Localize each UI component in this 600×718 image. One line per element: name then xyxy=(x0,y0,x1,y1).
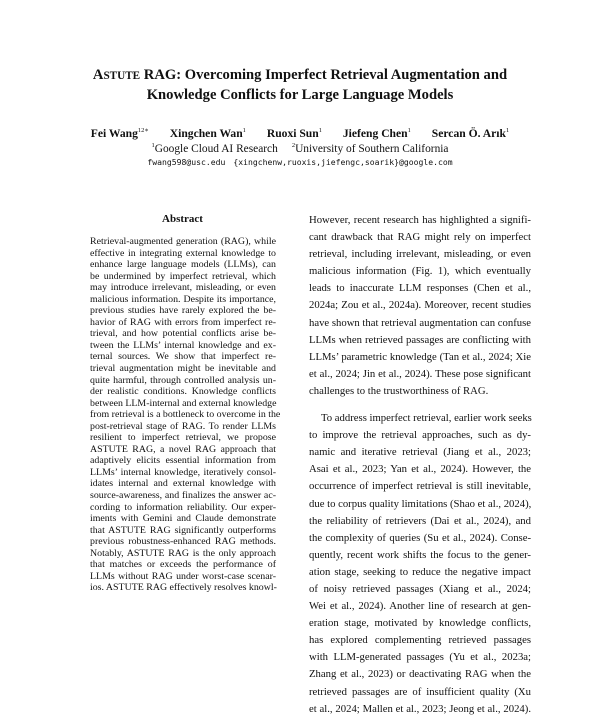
text-line: between LLM-internal and external knowledge xyxy=(90,397,277,409)
text-line: namic and iterative retrieval (Jiang et al., 2023; xyxy=(309,446,531,459)
text-line: be undermined by imperfect retrieval, which xyxy=(90,270,276,282)
text-line: ASTUTE RAG, a novel RAG approach that xyxy=(90,443,276,455)
text-line: der realistic conditions. Knowledge conflicts xyxy=(90,386,276,398)
text-line: cant drawback that RAG might rely on imperfect xyxy=(309,231,531,244)
text-line: have shown that retrieval augmentation can confuse xyxy=(309,316,531,329)
affiliations: $^1$Google Cloud AI Research $^2$University of Southern California xyxy=(151,142,449,155)
text-line: To address imperfect retrieval, earlier work seeks xyxy=(321,412,532,425)
author: Sercan Ö. Arık$^1$ xyxy=(431,127,510,140)
text-line: from retrieval is a bottleneck to overcome in the xyxy=(90,409,281,421)
text-line: enhance large language models (LLMs), can xyxy=(90,259,276,271)
text-line: Wei et al., 2024). Another line of research at gen- xyxy=(309,600,531,613)
text-line: to improve the retrieval approaches, such as dy- xyxy=(309,429,531,442)
text-line: LLMs’ internal knowledge, iteratively consol- xyxy=(90,466,276,478)
text-line: Notably, ASTUTE RAG is the only approach xyxy=(90,547,276,559)
text-line: with LLM-generated passages (Yu et al., 2023a; xyxy=(309,651,531,664)
text-line: the complexity of queries (Su et al., 2024). Conse- xyxy=(309,531,531,544)
text-line: adaptively elicits essential information from xyxy=(90,455,276,467)
text-line: resilient to imperfect retrieval, we propose xyxy=(90,432,276,444)
author: Jiefeng Chen$^1$ xyxy=(342,127,411,140)
author: Ruoxi Sun$^1$ xyxy=(266,127,322,140)
affiliation: University of Southern California xyxy=(295,143,449,155)
abstract-heading: Abstract xyxy=(162,213,203,225)
text-line: that matches or exceeds the performance of xyxy=(90,559,276,571)
text-line: previous studies have rarely explored the be- xyxy=(90,305,276,317)
intro-text xyxy=(309,212,531,718)
text-line: trieval augmentation might be inevitable and xyxy=(90,363,276,375)
text-line: LLMs without RAG under worst-case scenar- xyxy=(90,570,276,582)
text-line: occurrence of imperfect retrieval is still inevitable, xyxy=(309,480,531,493)
abstract-text xyxy=(90,236,281,594)
text-line: retrieval, including irrelevant, misleading, or even xyxy=(309,248,531,261)
text-line: that ASTUTE RAG significantly outperforms xyxy=(90,524,276,536)
text-line: quite harmful, through controlled analysis un- xyxy=(90,374,276,386)
text-line: ation stage, seeking to reduce the negative impact xyxy=(309,565,531,578)
text-line: Zhang et al., 2023) or deactivating RAG when the xyxy=(309,668,531,681)
text-line: source-awareness, and finalizes the answer ac- xyxy=(90,490,276,502)
text-line: post-retrieval stage of RAG. To render LLMs xyxy=(90,420,276,432)
text-line: the reliability of retrievers (Dai et al., 2024), and xyxy=(309,514,531,527)
text-line: eration stage, motivated by knowledge conflicts, xyxy=(309,617,531,630)
text-line: LLMs’ parametric knowledge (Tan et al., 2024; Xie xyxy=(309,350,531,363)
text-line: havior of RAG with errors from imperfect re- xyxy=(90,316,276,328)
email: {xingchenw,ruoxis,jiefengc,soarik}@google.com xyxy=(233,157,453,167)
author: Fei Wang$^{12∗}$ xyxy=(90,127,149,140)
text-line: malicious information. Despite its importance, xyxy=(90,293,276,305)
affiliation: Google Cloud AI Research xyxy=(154,143,278,155)
text-line: challenges to the trustworthiness of RAG. xyxy=(309,384,489,397)
text-line: leads to inaccurate LLM responses (Chen et al., xyxy=(309,282,531,295)
text-line: Retrieval-augmented generation (RAG), while xyxy=(90,236,276,247)
text-line: 2024a; Zou et al., 2024a). Moreover, recent studies xyxy=(309,299,531,312)
text-line: However, recent research has highlighted a signifi- xyxy=(309,214,531,226)
text-line: et al., 2024; Jin et al., 2024). These pose significant xyxy=(309,367,531,380)
text-line: trieval, and how potential conflicts arise be- xyxy=(90,328,276,340)
text-line: idates internal and external knowledge with xyxy=(90,478,276,490)
text-line: previous robustness-enhanced RAG methods. xyxy=(90,536,276,548)
paper-title xyxy=(60,66,540,105)
text-line: tween the LLMs’ internal knowledge and ex- xyxy=(90,339,276,351)
text-line: malicious information (Fig. 1), which eventually xyxy=(309,265,531,278)
text-line: cording to information reliability. Our exper- xyxy=(90,501,276,513)
text-line: effective in integrating external knowledge to xyxy=(90,247,276,259)
text-line: Asai et al., 2023; Yan et al., 2024). However, the xyxy=(309,463,531,476)
title-line-1: ASTUTE RAG: Overcoming Imperfect Retrieval Augmentation and xyxy=(92,67,508,83)
email: fwang598@usc.edu xyxy=(147,157,226,167)
text-line: quently, recent work shifts the focus to the gener- xyxy=(309,548,531,561)
text-line: ternal sources. We show that imperfect re- xyxy=(90,351,276,363)
text-line: due to corpus quality limitations (Shao et al., 2024), xyxy=(309,497,532,510)
text-line: of noisy retrieved passages (Xiang et al., 2024; xyxy=(309,582,531,595)
text-line: may introduce irrelevant, misleading, or even xyxy=(90,282,276,294)
text-line: et al., 2024; Mallen et al., 2023; Jeong et al., 2024). xyxy=(309,702,531,715)
text-line: LLMs when retrieved passages are conflicting with xyxy=(309,333,531,346)
title-line-2: Knowledge Conflicts for Large Language Models xyxy=(146,87,454,103)
text-line: ios. ASTUTE RAG effectively resolves knowl- xyxy=(90,582,277,594)
text-line: iments with Gemini and Claude demonstrate xyxy=(90,513,276,525)
author: Xingchen Wan$^1$ xyxy=(169,127,246,140)
author-emails xyxy=(60,156,540,168)
text-line: has explored complementing retrieved passages xyxy=(309,634,531,647)
text-line: retrieved passages are of insufficient quality (Xu xyxy=(309,685,531,698)
